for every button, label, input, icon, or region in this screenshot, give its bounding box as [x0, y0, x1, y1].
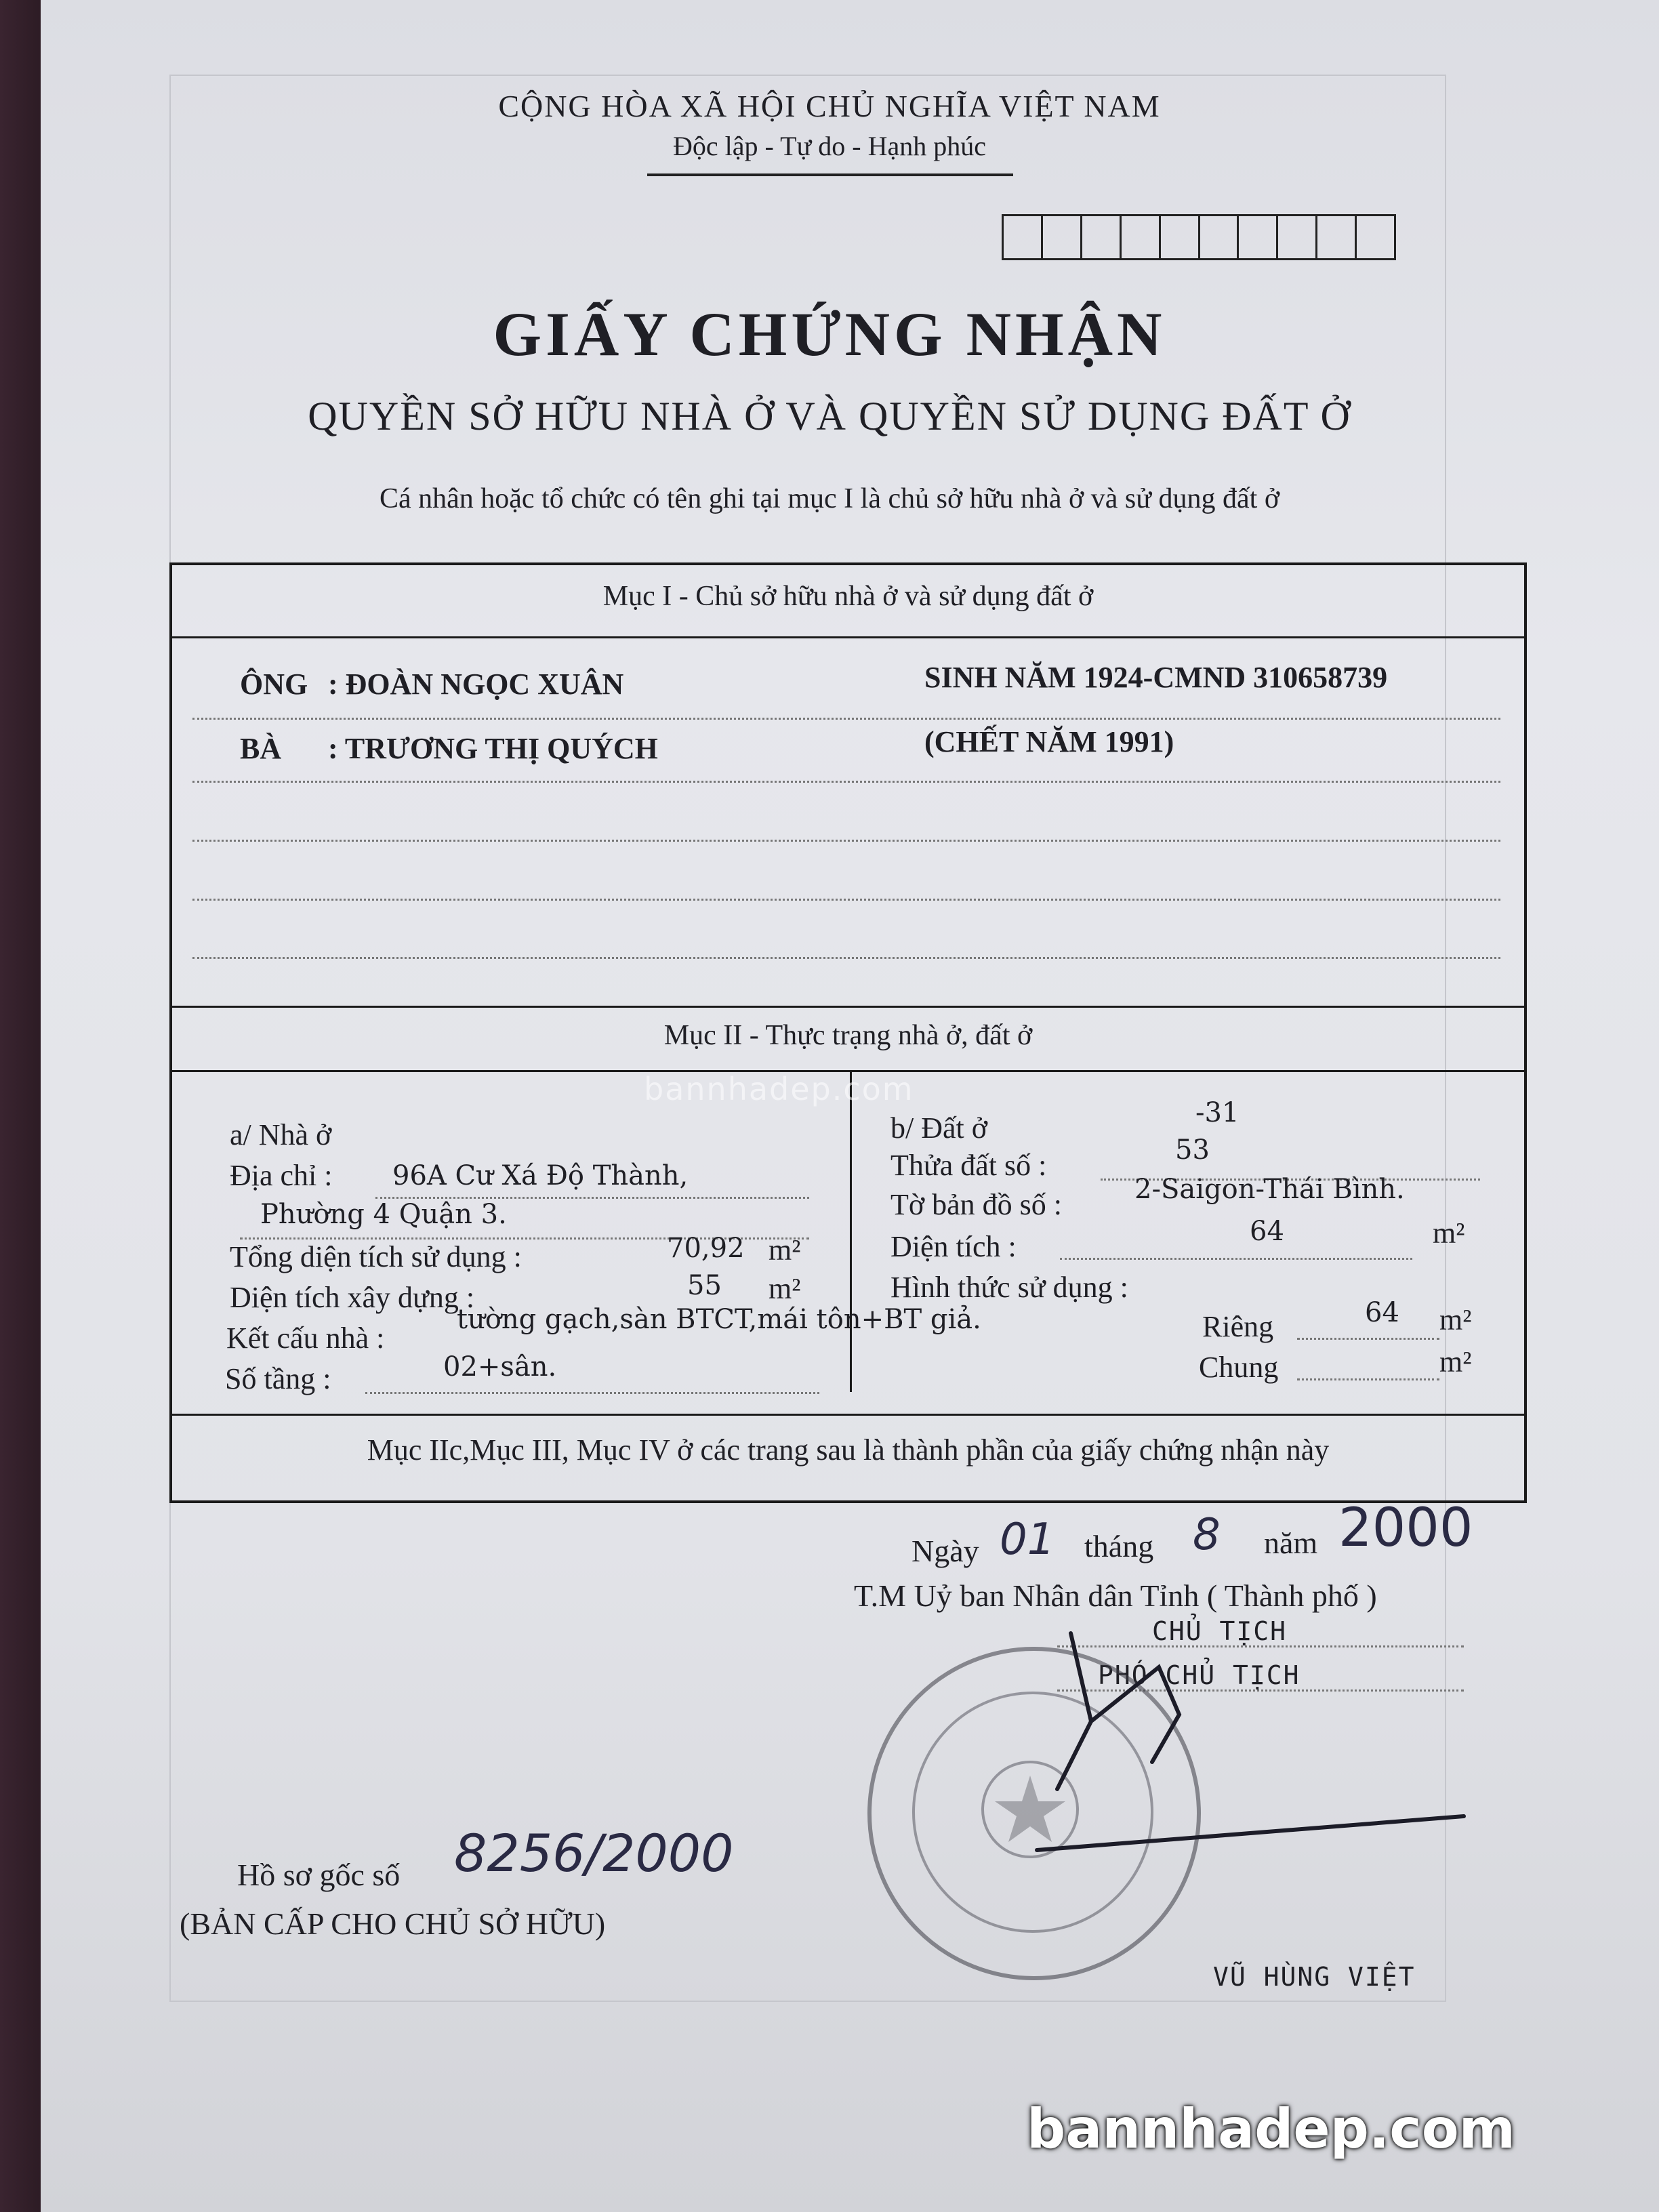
- dotted-line: [192, 957, 1500, 959]
- dotted-line: [1297, 1378, 1439, 1380]
- shared-label: Chung: [1199, 1351, 1279, 1384]
- dotted-line: [192, 899, 1500, 901]
- chairman-label: CHỦ TỊCH: [1152, 1616, 1288, 1646]
- watermark-logo: bannhadep.com: [1027, 2097, 1516, 2160]
- dotted-line: [1060, 1258, 1412, 1260]
- dotted-line: [192, 840, 1500, 842]
- plot-value: 53: [1175, 1134, 1210, 1166]
- vice-chairman-label: PHÓ CHỦ TỊCH: [1098, 1660, 1300, 1690]
- authority-line: T.M Uỷ ban Nhân dân Tỉnh ( Thành phố ): [854, 1578, 1377, 1613]
- record-value: 8256/2000: [454, 1823, 734, 1883]
- owner2-info: (CHẾT NĂM 1991): [924, 725, 1174, 758]
- divider: [172, 1414, 1524, 1416]
- day-value: 01: [1000, 1515, 1055, 1565]
- built-area-label: Diện tích xây dựng :: [230, 1281, 475, 1314]
- owner2-label: BÀ: [240, 732, 282, 765]
- divider: [172, 1006, 1524, 1008]
- private-unit: m²: [1439, 1303, 1472, 1336]
- dotted-line: [365, 1392, 819, 1394]
- day-label: Ngày: [912, 1534, 979, 1568]
- land-area-unit: m²: [1433, 1216, 1465, 1250]
- certificate-table: [169, 562, 1527, 1503]
- owner2-name: : TRƯƠNG THỊ QUÝCH: [328, 732, 658, 765]
- plot-note: -31: [1195, 1097, 1240, 1128]
- dotted-line: [1297, 1338, 1439, 1340]
- watermark: bannhadep.com: [644, 1071, 914, 1107]
- serial-number-boxes: [1002, 214, 1396, 260]
- owner1-name: : ĐOÀN NGỌC XUÂN: [328, 668, 624, 701]
- copy-note: (BẢN CẤP CHO CHỦ SỞ HỮU): [180, 1906, 606, 1941]
- national-motto: Độc lập - Tự do - Hạnh phúc: [673, 131, 986, 161]
- land-label: b/ Đất ở: [890, 1111, 988, 1145]
- total-area-unit: m²: [769, 1233, 801, 1267]
- document-title: GIẤY CHỨNG NHẬN: [493, 300, 1166, 369]
- private-label: Riêng: [1202, 1310, 1274, 1343]
- intro-text: Cá nhân hoặc tổ chức có tên ghi tại mục I là chủ sở hữu nhà ở và sử dụng đất ở: [379, 483, 1280, 514]
- built-area-unit: m²: [769, 1272, 801, 1305]
- footer-note: Mục IIc,Mục III, Mục IV ở các trang sau là thành phần của giấy chứng nhận này: [367, 1433, 1330, 1467]
- column-divider: [850, 1070, 852, 1392]
- dotted-line: [192, 718, 1500, 720]
- year-value: 2000: [1338, 1498, 1473, 1559]
- land-area-value: 64: [1250, 1216, 1284, 1247]
- usage-label: Hình thức sử dụng :: [890, 1271, 1128, 1304]
- signer-name: VŨ HÙNG VIỆT: [1213, 1962, 1416, 1992]
- republic-heading: CỘNG HÒA XÃ HỘI CHỦ NGHĨA VIỆT NAM: [498, 89, 1161, 123]
- month-label: tháng: [1084, 1529, 1154, 1563]
- motto-underline: [647, 173, 1013, 176]
- address-value: 96A Cư Xá Độ Thành,: [392, 1160, 689, 1191]
- built-area-value: 55: [687, 1270, 722, 1301]
- signature-scribble: [935, 1626, 1491, 1884]
- divider: [172, 636, 1524, 638]
- owner1-label: ÔNG: [240, 668, 308, 701]
- record-label: Hồ sơ gốc số: [237, 1858, 401, 1892]
- shared-unit: m²: [1439, 1345, 1472, 1378]
- map-value: 2-Saigon-Thái Bình.: [1134, 1174, 1405, 1205]
- structure-label: Kết cấu nhà :: [226, 1322, 385, 1355]
- map-label: Tờ bản đồ số :: [890, 1188, 1063, 1221]
- section1-heading: Mục I - Chủ sở hữu nhà ở và sử dụng đất ở: [602, 581, 1094, 612]
- total-area-value: 70,92: [667, 1233, 745, 1264]
- land-area-label: Diện tích :: [890, 1230, 1017, 1263]
- year-label: năm: [1264, 1525, 1318, 1560]
- total-area-label: Tổng diện tích sử dụng :: [230, 1240, 522, 1273]
- dotted-line: [192, 781, 1500, 783]
- section2-heading: Mục II - Thực trạng nhà ở, đất ở: [663, 1020, 1033, 1051]
- month-value: 8: [1193, 1510, 1221, 1560]
- private-value: 64: [1365, 1297, 1399, 1328]
- address-label: Địa chỉ :: [230, 1159, 333, 1192]
- floors-value: 02+sân.: [443, 1351, 557, 1382]
- structure-value: tường gạch,sàn BTCT,mái tôn+BT giả.: [457, 1304, 981, 1335]
- house-label: a/ Nhà ở: [230, 1118, 332, 1151]
- address-value-2: Phường 4 Quận 3.: [260, 1199, 507, 1230]
- floors-label: Số tầng :: [225, 1362, 331, 1395]
- owner1-info: SINH NĂM 1924-CMND 310658739: [924, 661, 1388, 694]
- document-subtitle: QUYỀN SỞ HỮU NHÀ Ở VÀ QUYỀN SỬ DỤNG ĐẤT Ở: [308, 394, 1351, 438]
- plot-label: Thửa đất số :: [890, 1149, 1047, 1182]
